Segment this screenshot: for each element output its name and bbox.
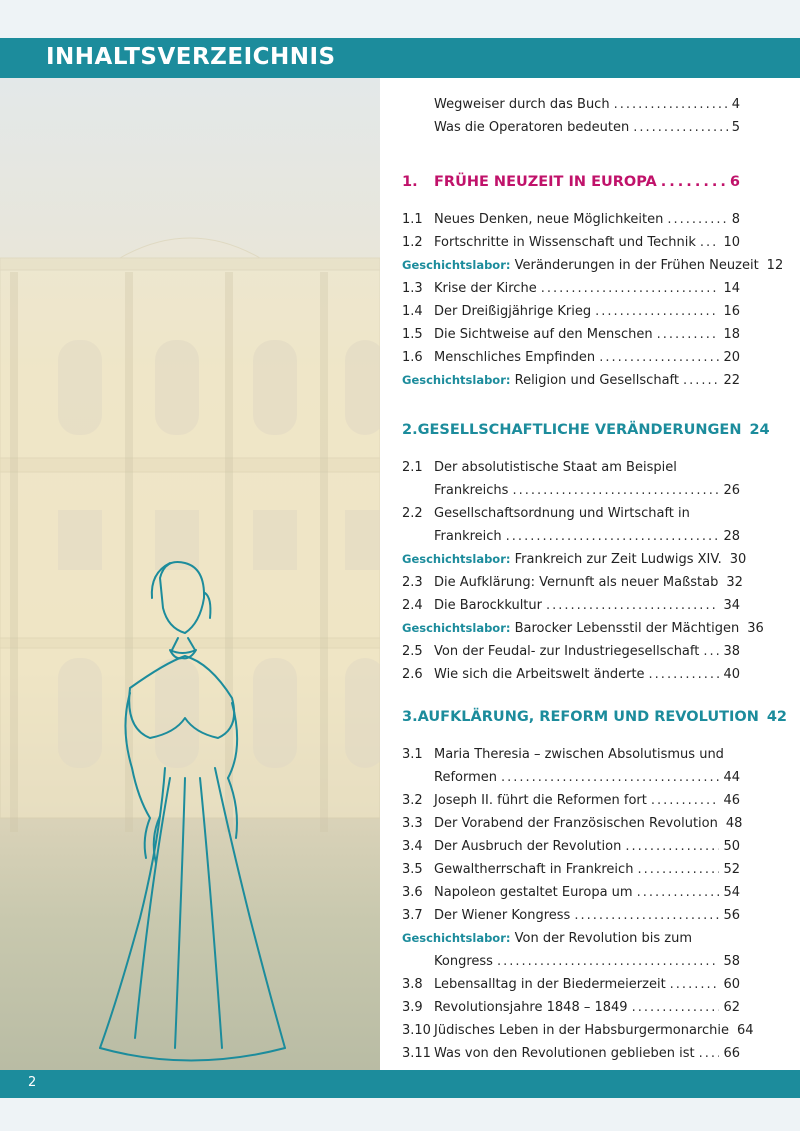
toc-entry-title: Barocker Lebensstil der Mächtigen	[510, 621, 740, 636]
toc-entry-title: Von der Feudal- zur Industriegesellschaft	[434, 644, 700, 659]
toc-entry[interactable]	[402, 456, 740, 479]
toc-entry-title: Frankreich	[434, 529, 502, 544]
toc-entry[interactable]	[402, 346, 740, 369]
footer-bar	[0, 1070, 800, 1098]
leader-dots	[497, 950, 720, 973]
toc-entry-title: Fortschritte in Wissenschaft und Technik	[434, 235, 696, 250]
leader-dots	[546, 594, 719, 617]
toc-entry-title: Religion und Gesellschaft	[510, 373, 679, 388]
toc-entry[interactable]	[402, 231, 740, 254]
leader-dots	[632, 996, 720, 1019]
toc-entry-title: Die Sichtweise auf den Menschen	[434, 327, 653, 342]
toc-entry-page: 52	[723, 862, 740, 877]
toc-entry[interactable]	[402, 766, 740, 789]
toc-entry-page: 5	[731, 120, 740, 135]
toc-entry-number: 3.9	[402, 1000, 423, 1015]
toc-entry[interactable]	[402, 525, 740, 548]
toc-entry-page: 66	[723, 1046, 740, 1061]
toc-entry-title: Neues Denken, neue Möglichkeiten	[434, 212, 664, 227]
leader-dots	[657, 323, 720, 346]
toc-entry-title: Der Vorabend der Französischen Revolution	[434, 816, 718, 831]
chapter-title: AUFKLÄRUNG, REFORM UND REVOLUTION	[417, 709, 759, 725]
toc-entry[interactable]	[402, 277, 740, 300]
leader-dots	[670, 973, 720, 996]
toc-entry-title: Von der Revolution bis zum	[510, 931, 693, 946]
toc-entry-page: 58	[723, 954, 740, 969]
toc-entry-title: Lebensalltag in der Biedermeierzeit	[434, 977, 666, 992]
toc-entry-number: 3.7	[402, 908, 423, 923]
palace-and-woman-drawing	[0, 78, 380, 1070]
toc-entry-page: 12	[766, 258, 784, 273]
leader-dots	[651, 789, 720, 812]
leader-dots	[699, 1042, 720, 1065]
toc-entry-number: 2.6	[402, 667, 423, 682]
toc-entry-title: Der Wiener Kongress	[434, 908, 571, 923]
toc-entry-number: 2.4	[402, 598, 423, 613]
toc-entry[interactable]	[402, 116, 740, 139]
toc-entry-page: 34	[723, 598, 740, 613]
toc-entry-title: Der Ausbruch der Revolution	[434, 839, 622, 854]
chapter-page: 42	[766, 709, 788, 725]
toc-entry[interactable]	[402, 663, 740, 686]
toc-entry-title: Die Aufklärung: Vernunft als neuer Maßstab	[434, 575, 719, 590]
toc-entry-number: 3.2	[402, 793, 423, 808]
toc-entry[interactable]	[402, 789, 740, 812]
leader-dots	[667, 208, 727, 231]
toc-entry-page: 32	[726, 575, 743, 590]
leader-dots	[625, 835, 719, 858]
toc-entry-page: 8	[731, 212, 740, 227]
toc-entry-page: 62	[723, 1000, 740, 1015]
toc-entry-title: Maria Theresia – zwischen Absolutismus und	[434, 747, 724, 762]
toc-entry-page: 60	[723, 977, 740, 992]
leader-dots	[703, 640, 719, 663]
toc-entry[interactable]	[402, 1019, 754, 1042]
geschichtslabor-tag: Geschichtslabor:	[402, 621, 511, 635]
header-bar	[0, 38, 800, 78]
toc-entry[interactable]	[402, 950, 740, 973]
leader-dots	[683, 369, 719, 392]
leader-dots	[599, 346, 719, 369]
toc-entry-page: 22	[723, 373, 740, 388]
toc-entry[interactable]	[402, 812, 743, 835]
toc-entry[interactable]	[402, 904, 740, 927]
toc-entry[interactable]	[402, 973, 740, 996]
toc-entry-page: 28	[723, 529, 740, 544]
toc-entry-number: 3.4	[402, 839, 423, 854]
chapter-number: 3.	[402, 709, 418, 725]
toc-entry[interactable]	[402, 571, 743, 594]
toc-entry-page: 10	[723, 235, 740, 250]
geschichtslabor-tag: Geschichtslabor:	[402, 373, 511, 387]
toc-entry-page: 36	[747, 621, 764, 636]
leader-dots	[700, 231, 720, 254]
toc-entry-page: 18	[723, 327, 740, 342]
toc-entry-title: Der Dreißigjährige Krieg	[434, 304, 592, 319]
toc-entry-number: 3.8	[402, 977, 423, 992]
toc-entry[interactable]	[402, 323, 740, 346]
toc-entry-title: Gewaltherrschaft in Frankreich	[434, 862, 634, 877]
toc-entry-page: 50	[723, 839, 740, 854]
toc-entry-title: Napoleon gestaltet Europa um	[434, 885, 633, 900]
toc-entry-page: 64	[736, 1023, 754, 1038]
toc-entry[interactable]	[402, 640, 740, 663]
toc-entry-page: 56	[723, 908, 740, 923]
toc-entry-page: 54	[723, 885, 740, 900]
toc-entry-title: Reformen	[434, 770, 497, 785]
leader-dots	[574, 904, 719, 927]
toc-entry-title: Die Barockkultur	[434, 598, 542, 613]
toc-entry-number: 1.5	[402, 327, 423, 342]
toc-entry-page: 20	[723, 350, 740, 365]
chapter-page: 24	[749, 422, 770, 438]
toc-entry[interactable]	[402, 93, 740, 116]
toc-entry-title: Wie sich die Arbeitswelt änderte	[434, 667, 645, 682]
toc-entry-page: 44	[723, 770, 740, 785]
geschichtslabor-tag: Geschichtslabor:	[402, 258, 511, 272]
leader-dots	[649, 663, 720, 686]
toc-entry-number: 3.10	[402, 1023, 431, 1038]
toc-entry[interactable]	[402, 548, 747, 571]
chapter-number: 1.	[402, 174, 418, 190]
toc-entry-number: 3.1	[402, 747, 423, 762]
toc-entry[interactable]	[402, 927, 740, 950]
geschichtslabor-tag: Geschichtslabor:	[402, 931, 511, 945]
toc-entry-number: 1.2	[402, 235, 423, 250]
toc-entry-number: 1.4	[402, 304, 423, 319]
toc-entry[interactable]	[402, 479, 740, 502]
toc-entry-title: Kongress	[434, 954, 493, 969]
palace-illustration	[0, 78, 380, 1070]
toc-entry-page: 38	[723, 644, 740, 659]
toc-entry-number: 2.5	[402, 644, 423, 659]
chapter-heading[interactable]	[402, 174, 740, 190]
toc-entry[interactable]	[402, 835, 740, 858]
leader-dots	[595, 300, 719, 323]
toc-entry-title: Krise der Kirche	[434, 281, 537, 296]
toc-entry-number: 2.1	[402, 460, 423, 475]
toc-entry-title: Gesellschaftsordnung und Wirtschaft in	[434, 506, 690, 521]
toc-entry-page: 16	[723, 304, 740, 319]
toc-entry-title: Jüdisches Leben in der Habsburgermonarchie	[434, 1023, 729, 1038]
toc-entry[interactable]	[402, 1042, 740, 1065]
chapter-heading[interactable]	[402, 709, 788, 725]
toc-entry-page: 4	[731, 97, 740, 112]
toc-entry[interactable]	[402, 996, 740, 1019]
toc-entry-title: Veränderungen in der Frühen Neuzeit	[510, 258, 759, 273]
toc-entry-page: 40	[723, 667, 740, 682]
leader-dots	[506, 525, 720, 548]
page-number: 2	[28, 1075, 37, 1090]
toc-entry-title: Revolutionsjahre 1848 – 1849	[434, 1000, 628, 1015]
toc-entry-number: 3.5	[402, 862, 423, 877]
toc-entry-title: Der absolutistische Staat am Beispiel	[434, 460, 677, 475]
leader-dots	[633, 116, 727, 139]
toc-entry-page: 14	[723, 281, 740, 296]
leader-dots	[512, 479, 719, 502]
leader-dots	[541, 277, 720, 300]
chapter-title: FRÜHE NEUZEIT IN EUROPA	[434, 174, 657, 190]
toc-entry-number: 3.11	[402, 1046, 431, 1061]
toc-entry-page: 30	[729, 552, 747, 567]
toc-entry[interactable]	[402, 502, 740, 525]
toc-entry[interactable]	[402, 369, 740, 392]
toc-entry-title: Joseph II. führt die Reformen fort	[434, 793, 647, 808]
toc-entry-page: 48	[725, 816, 743, 831]
toc-entry-page: 46	[723, 793, 740, 808]
toc-entry-title: Was die Operatoren bedeuten	[434, 120, 630, 135]
chapter-heading[interactable]	[402, 422, 770, 438]
leader-dots	[661, 174, 726, 190]
toc-entry-title: Wegweiser durch das Buch	[434, 97, 610, 112]
toc-entry-number: 1.3	[402, 281, 423, 296]
toc-entry[interactable]	[402, 617, 764, 640]
toc-entry[interactable]	[402, 743, 740, 766]
toc-entry[interactable]	[402, 858, 740, 881]
toc-entry-title: Menschliches Empfinden	[434, 350, 596, 365]
toc-entry-number: 3.6	[402, 885, 423, 900]
toc-entry[interactable]	[402, 300, 740, 323]
toc-entry[interactable]	[402, 254, 784, 277]
leader-dots	[614, 93, 728, 116]
toc-entry-number: 2.2	[402, 506, 423, 521]
leader-dots	[501, 766, 719, 789]
geschichtslabor-tag: Geschichtslabor:	[402, 552, 511, 566]
toc-entry-number: 3.3	[402, 816, 423, 831]
toc-entry-title: Was von den Revolutionen geblieben ist	[434, 1046, 695, 1061]
toc-entry-title: Frankreichs	[434, 483, 509, 498]
toc-entry-page: 26	[723, 483, 740, 498]
leader-dots	[637, 881, 720, 904]
toc-entry[interactable]	[402, 208, 740, 231]
page-title: INHALTSVERZEICHNIS	[46, 44, 336, 70]
toc-entry[interactable]	[402, 881, 740, 904]
toc-entry-number: 2.3	[402, 575, 423, 590]
toc-entry[interactable]	[402, 594, 740, 617]
leader-dots	[637, 858, 719, 881]
toc-entry-number: 1.6	[402, 350, 423, 365]
chapter-title: GESELLSCHAFTLICHE VERÄNDERUNGEN	[417, 422, 742, 438]
chapter-page: 6	[729, 174, 740, 190]
toc-entry-title: Frankreich zur Zeit Ludwigs XIV.	[510, 552, 722, 567]
chapter-number: 2.	[402, 422, 418, 438]
toc-entry-number: 1.1	[402, 212, 423, 227]
